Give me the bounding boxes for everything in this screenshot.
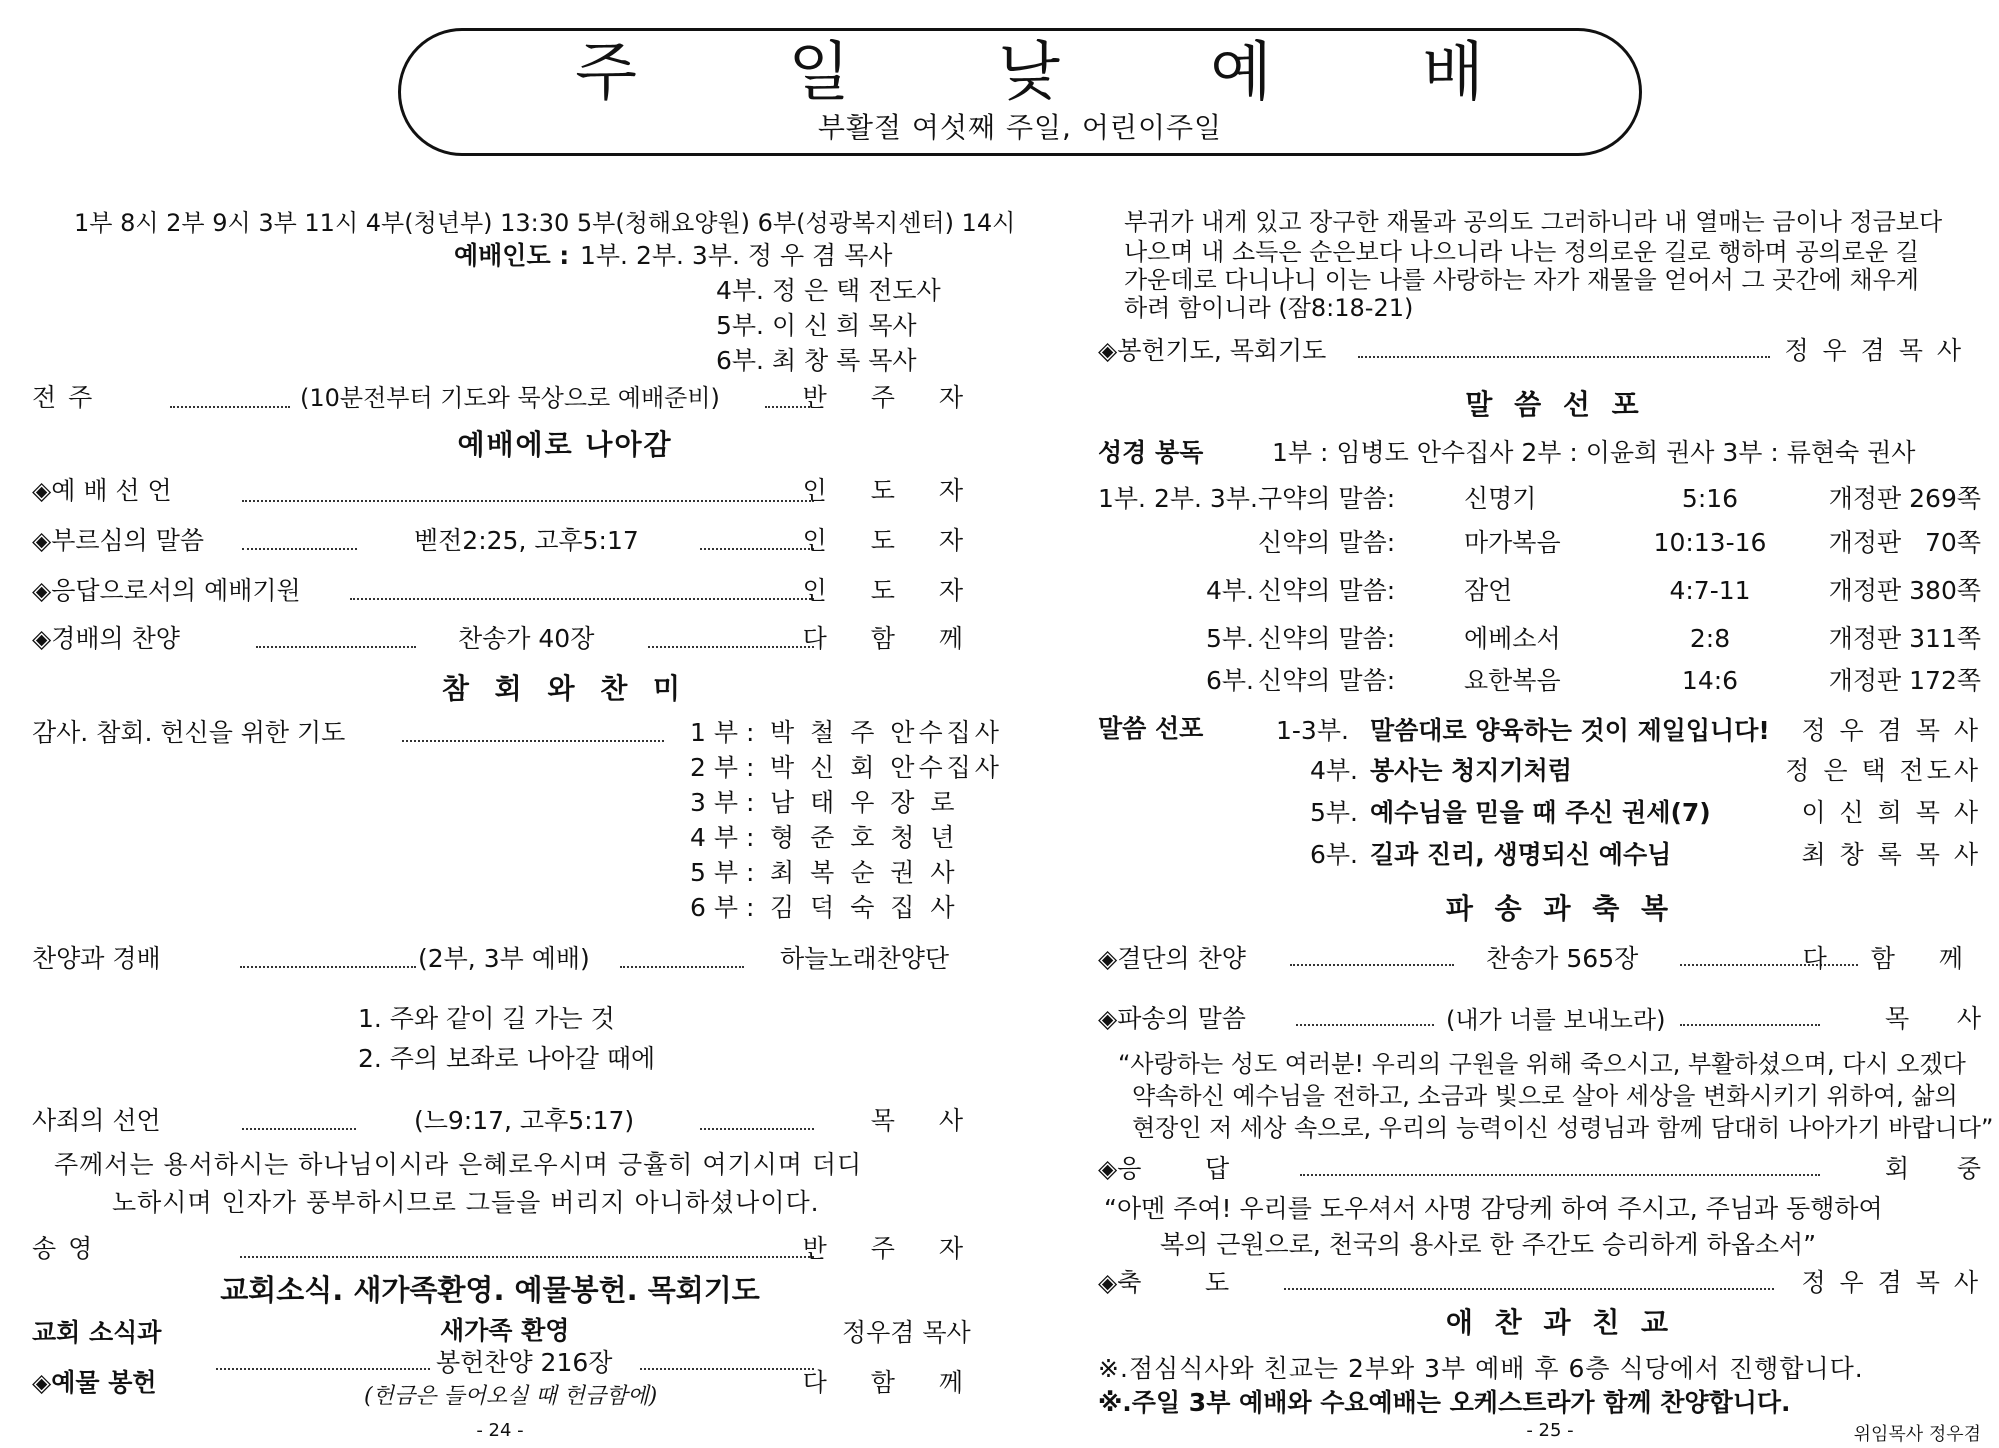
section-heading: 말 씀 선 포 — [1465, 388, 1645, 421]
reading-kind: 신약의 말씀: — [1258, 528, 1396, 557]
reading-page: 개정판 380쪽 — [1828, 576, 1981, 605]
sermon-title: 예수님을 믿을 때 주신 권세(7) — [1370, 798, 1711, 827]
item-role: 인 도 자 — [802, 476, 981, 505]
prayer-part: 1 부 : — [690, 718, 755, 747]
sending-text: 현장인 저 세상 속으로, 우리의 능력이신 성령님과 함께 담대히 나아가기 바랍니다” — [1132, 1114, 1994, 1142]
offering-role: 다 함 께 — [802, 1368, 981, 1397]
section-heading: 애 찬 과 친 교 — [1445, 1306, 1675, 1339]
leader-line: 1부. 2부. 3부. 정 우 겸 목사 — [580, 241, 893, 270]
leader-line: 4부. 정 은 택 전도사 — [716, 276, 941, 305]
prelude-label: 전 주 — [32, 383, 95, 412]
prayer-name: 박 신 회 안수집사 — [770, 753, 1003, 782]
response-text: “아멘 주여! 우리를 도우셔서 사명 감당케 하여 주시고, 주님과 동행하여 — [1104, 1194, 1883, 1223]
offering-label: ◈예물 봉헌 — [32, 1368, 157, 1397]
sermon-preacher: 정 우 겸 목 사 — [1801, 716, 1981, 745]
reading-page: 개정판 269쪽 — [1828, 484, 1981, 513]
title-char: 낮 — [998, 36, 1060, 110]
page-number: - 25 - — [1526, 1420, 1574, 1441]
reading-label: 성경 봉독 — [1098, 438, 1204, 467]
readers: 1부 : 임병도 안수집사 2부 : 이윤희 권사 3부 : 류현숙 권사 — [1272, 438, 1916, 467]
schedule: 1부 8시 2부 9시 3부 11시 4부(청년부) 13:30 5부(청해요양원) 6부(성광복지센터) 14시 — [74, 209, 1016, 237]
reading-kind: 신약의 말씀: — [1258, 666, 1396, 695]
section-heading: 파 송 과 축 복 — [1445, 892, 1675, 925]
sermon-part: 6부. — [1310, 840, 1359, 869]
reading-part: 6부. — [1206, 666, 1255, 695]
offering-hymn: 봉헌찬양 216장 — [436, 1348, 613, 1377]
doxology-label: 송 영 — [32, 1234, 95, 1263]
reading-book: 요한복음 — [1464, 666, 1561, 695]
reading-part: 5부. — [1206, 624, 1255, 653]
title-char: 배 — [1422, 36, 1484, 110]
verse-line: 가운데로 다니나니 이는 나를 사랑하는 자가 재물을 얻어서 그 곳간에 채우게 — [1124, 266, 1919, 294]
reading-page: 개정판 70쪽 — [1828, 528, 1981, 557]
section-heading: 예배에로 나아감 — [457, 428, 673, 461]
offering-prayer-label: ◈봉헌기도, 목회기도 — [1098, 336, 1327, 365]
absolution-ref: (느9:17, 고후5:17) — [414, 1106, 635, 1135]
page-number: - 24 - — [476, 1420, 524, 1441]
sending-mid: (내가 너를 보내노라) — [1446, 1006, 1666, 1034]
sermon-preacher: 최 창 록 목 사 — [1801, 840, 1981, 869]
note-line: ※.점심식사와 친교는 2부와 3부 예배 후 6층 식당에서 진행합니다. — [1098, 1354, 1864, 1383]
prayer-part: 3 부 : — [690, 788, 755, 817]
offering-note: (헌금은 들어오실 때 헌금함에) — [364, 1384, 658, 1409]
item-label: ◈부르심의 말씀 — [32, 526, 205, 555]
response-role: 회 중 — [1885, 1154, 1981, 1183]
banner-subtitle: 부활절 여섯째 주일, 어린이주일 — [817, 111, 1223, 144]
leaders-label: 예배인도 : — [454, 241, 570, 270]
section-heading: 교회소식. 새가족환영. 예물봉헌. 목회기도 — [220, 1273, 760, 1307]
prelude-role: 반 주 자 — [802, 383, 981, 412]
sending-role: 목 사 — [1885, 1004, 1981, 1033]
response-text: 복의 근원으로, 천국의 용사로 한 주간도 승리하게 하옵소서” — [1160, 1230, 1817, 1259]
reading-ref: 5:16 — [1681, 484, 1739, 513]
reading-ref: 14:6 — [1681, 666, 1739, 695]
blessing-role: 정 우 겸 목 사 — [1801, 1268, 1981, 1297]
sermon-part: 1-3부. — [1276, 716, 1349, 745]
item-label: ◈예 배 선 언 — [32, 476, 172, 505]
title-char: 주 — [575, 36, 637, 110]
reading-ref: 2:8 — [1689, 624, 1731, 653]
reading-book: 에베소서 — [1464, 624, 1561, 653]
title-char: 일 — [788, 36, 850, 110]
sermon-label: 말씀 선포 — [1098, 714, 1204, 743]
closing-hymn-role: 다 함 께 — [1802, 944, 1981, 973]
prayer-name: 남 태 우 장 로 — [770, 788, 959, 817]
section-heading: 참 회 와 찬 미 — [441, 672, 689, 705]
doxology-role: 반 주 자 — [802, 1234, 981, 1263]
absolution-role: 목 사 — [870, 1106, 981, 1135]
news-role: 정우겸 목사 — [842, 1318, 971, 1347]
item-label: ◈응답으로서의 예배기원 — [32, 576, 301, 605]
sermon-title: 길과 진리, 생명되신 예수님 — [1370, 840, 1672, 869]
reading-book: 신명기 — [1464, 484, 1537, 513]
sending-text: 약속하신 예수님을 전하고, 소금과 빛으로 살아 세상을 변화시키기 위하여, 삶의 — [1132, 1082, 1958, 1110]
reading-kind: 신약의 말씀: — [1258, 576, 1396, 605]
closing-hymn: 찬송가 565장 — [1486, 944, 1639, 973]
response-label: ◈응 답 — [1098, 1154, 1230, 1183]
news-label: 교회 소식과 — [32, 1318, 162, 1347]
verse-line: 하려 함이니라 (잠8:18-21) — [1124, 294, 1414, 322]
reading-part: 4부. — [1206, 576, 1255, 605]
reading-part: 1부. 2부. 3부. — [1098, 484, 1258, 513]
reading-kind: 신약의 말씀: — [1258, 624, 1396, 653]
absolution-text: 주께서는 용서하시는 하나님이시라 은혜로우시며 긍휼히 여기시며 더디 — [54, 1150, 863, 1179]
sermon-part: 4부. — [1310, 756, 1359, 785]
song-line: 2. 주의 보좌로 나아갈 때에 — [358, 1044, 656, 1073]
absolution-text: 노하시며 인자가 풍부하시므로 그들을 버리지 아니하셨나이다. — [112, 1188, 820, 1217]
prayer-name: 김 덕 숙 집 사 — [770, 893, 959, 922]
offering-prayer-role: 정 우 겸 목 사 — [1784, 336, 1964, 365]
praise-desc: (2부, 3부 예배) — [418, 944, 590, 973]
news-mid: 새가족 환영 — [440, 1316, 570, 1345]
closing-hymn-label: ◈결단의 찬양 — [1098, 944, 1246, 973]
sermon-part: 5부. — [1310, 798, 1359, 827]
prayer-label: 감사. 참회. 헌신을 위한 기도 — [32, 718, 346, 747]
prayer-part: 2 부 : — [690, 753, 755, 782]
footer-pastor: 위임목사 정우겸 — [1853, 1424, 1981, 1445]
reading-ref: 4:7-11 — [1669, 576, 1751, 605]
verse-line: 나으며 내 소득은 순은보다 나으니라 나는 정의로운 길로 행하며 공의로운 길 — [1124, 238, 1919, 266]
blessing-label: ◈축 도 — [1098, 1268, 1230, 1297]
leader-line: 6부. 최 창 록 목사 — [716, 346, 917, 375]
note-line: ※.주일 3부 예배와 수요예배는 오케스트라가 함께 찬양합니다. — [1098, 1388, 1791, 1417]
reading-ref: 10:13-16 — [1653, 528, 1767, 557]
praise-label: 찬양과 경배 — [32, 944, 161, 973]
item-role: 인 도 자 — [802, 576, 981, 605]
sermon-title: 말씀대로 양육하는 것이 제일입니다! — [1370, 716, 1770, 745]
reading-page: 개정판 311쪽 — [1828, 624, 1981, 653]
song-line: 1. 주와 같이 길 가는 것 — [358, 1004, 615, 1033]
sending-text: “사랑하는 성도 여러분! 우리의 구원을 위해 죽으시고, 부활하셨으며, 다시 오겠다 — [1118, 1050, 1966, 1078]
prayer-part: 4 부 : — [690, 823, 755, 852]
prayer-name: 박 철 주 안수집사 — [770, 718, 1003, 747]
prayer-name: 형 준 호 청 년 — [770, 823, 959, 852]
sermon-preacher: 정 은 택 전도사 — [1785, 756, 1981, 785]
praise-role: 하늘노래찬양단 — [780, 944, 950, 973]
reading-book: 잠언 — [1464, 576, 1513, 605]
item-label: ◈경배의 찬양 — [32, 624, 180, 653]
item-mid: 벧전2:25, 고후5:17 — [414, 526, 639, 555]
sending-label: ◈파송의 말씀 — [1098, 1004, 1246, 1033]
leader-line: 5부. 이 신 희 목사 — [716, 311, 917, 340]
item-role: 다 함 께 — [802, 624, 981, 653]
sermon-preacher: 이 신 희 목 사 — [1801, 798, 1981, 827]
item-role: 인 도 자 — [802, 526, 981, 555]
prayer-name: 최 복 순 권 사 — [770, 858, 959, 887]
verse-line: 부귀가 내게 있고 장구한 재물과 공의도 그러하니라 내 열매는 금이나 정금보다 — [1124, 208, 1943, 236]
title-char: 예 — [1210, 36, 1272, 110]
reading-book: 마가복음 — [1464, 528, 1561, 557]
sermon-title: 봉사는 청지기처럼 — [1370, 756, 1572, 785]
absolution-label: 사죄의 선언 — [32, 1106, 161, 1135]
prayer-part: 6 부 : — [690, 893, 755, 922]
reading-kind: 구약의 말씀: — [1258, 484, 1396, 513]
reading-page: 개정판 172쪽 — [1828, 666, 1981, 695]
title-banner — [398, 28, 1642, 156]
prayer-part: 5 부 : — [690, 858, 755, 887]
prelude-desc: (10분전부터 기도와 묵상으로 예배준비) — [300, 384, 720, 412]
item-mid: 찬송가 40장 — [458, 624, 595, 653]
